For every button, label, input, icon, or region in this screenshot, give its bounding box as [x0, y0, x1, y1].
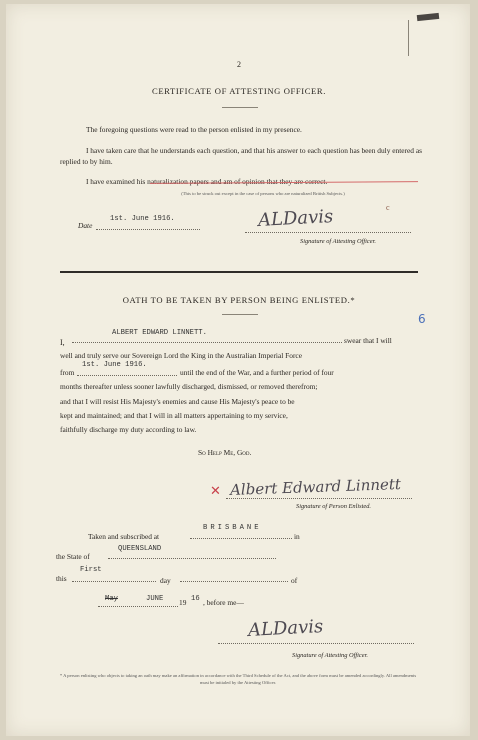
oath-i-label: I,	[60, 338, 65, 347]
so-help-me-god: So Help Me, God.	[198, 448, 252, 457]
enlistee-signature-caption: Signature of Person Enlisted.	[296, 503, 372, 510]
oath-title-rule	[222, 314, 258, 315]
place-line	[190, 538, 292, 539]
attesting-officer-signature-1: ALDavis	[257, 206, 334, 231]
year-prefix: 19	[179, 598, 187, 607]
oath-line-5: and that I will resist His Majesty's enemies and cause His Majesty's peace to be	[60, 397, 295, 406]
enlistee-signature-line	[226, 498, 412, 499]
oath-line-2: well and truly serve our Sovereign Lord the King in the Australian Imperial Force	[60, 351, 302, 360]
oath-line-3: until the end of the War, and a further period of four	[180, 368, 334, 377]
place-value: BRISBANE	[203, 524, 262, 532]
month-line	[98, 606, 178, 607]
red-tick-mark: c	[386, 203, 390, 212]
certificate-footnote: (This to be struck out except in the case of persons who are naturalized British Subjects.)	[181, 191, 345, 196]
month-struck: May	[105, 595, 118, 603]
oath-line-7: faithfully discharge my duty according to law.	[60, 425, 197, 434]
certificate-para-1: The foregoing questions were read to the person enlisted in my presence.	[86, 125, 302, 134]
red-cross-mark: ✕	[210, 484, 221, 499]
before-me-label: , before me—	[203, 598, 244, 607]
oath-line-4: months thereafter unless sooner lawfully discharged, dismissed, or removed therefrom;	[60, 382, 318, 391]
title-rule	[222, 107, 258, 108]
from-date-line	[77, 375, 177, 376]
day-value: First	[80, 566, 102, 574]
day-label: day	[160, 576, 171, 585]
state-label: the State of	[56, 552, 90, 561]
enlistee-signature: Albert Edward Linnett	[229, 475, 402, 499]
in-label: in	[294, 532, 300, 541]
certificate-title: CERTIFICATE OF ATTESTING OFFICER.	[152, 86, 326, 96]
of-label: of	[291, 576, 298, 585]
state-value: QUEENSLAND	[118, 545, 162, 553]
of-line	[180, 581, 288, 582]
certificate-para-2: I have taken care that he understands each question, and that his answer to each question has been duly entered as replied to by him.	[60, 146, 422, 166]
state-line	[108, 558, 276, 559]
officer-signature-line-2	[218, 643, 414, 644]
oath-from-label: from	[60, 368, 75, 377]
section-divider	[60, 271, 418, 273]
month-value: JUNE	[146, 595, 164, 603]
this-label: this	[56, 574, 67, 583]
enlistee-name: ALBERT EDWARD LINNETT.	[112, 329, 207, 337]
oath-line-6: kept and maintained; and that I will in all matters appertaining to my service,	[60, 411, 288, 420]
certificate-para-3: I have examined his naturalization papers and am of opinion that they are correct.	[86, 177, 328, 186]
date-value: 1st. June 1916.	[110, 215, 175, 223]
oath-swear: swear that I will	[344, 336, 392, 345]
officer-signature-line-1	[245, 232, 411, 233]
name-line	[72, 342, 342, 343]
bottom-footnote: * A person enlisting who objects to taking an oath may make an affirmation in accordance with the Third Schedule of the Act, and the above form must be amended accordingly. All amendments must be initialed by the Attesting Officer.	[59, 673, 417, 685]
page-number: 2	[237, 60, 241, 69]
officer-signature-caption-2: Signature of Attesting Officer.	[292, 652, 368, 659]
oath-from-date: 1st. June 1916.	[82, 361, 147, 369]
date-label: Date	[78, 221, 93, 230]
right-edge-mark	[408, 20, 410, 56]
year-suffix: 16	[191, 595, 200, 603]
oath-title: OATH TO BE TAKEN BY PERSON BEING ENLISTED.*	[122, 295, 356, 305]
attesting-officer-signature-2: ALDavis	[247, 616, 324, 641]
taken-label: Taken and subscribed at	[88, 532, 160, 541]
day-line	[72, 581, 156, 582]
marginal-mark: 6	[418, 312, 426, 326]
date-line	[96, 229, 200, 230]
officer-signature-caption-1: Signature of Attesting Officer.	[300, 238, 376, 245]
